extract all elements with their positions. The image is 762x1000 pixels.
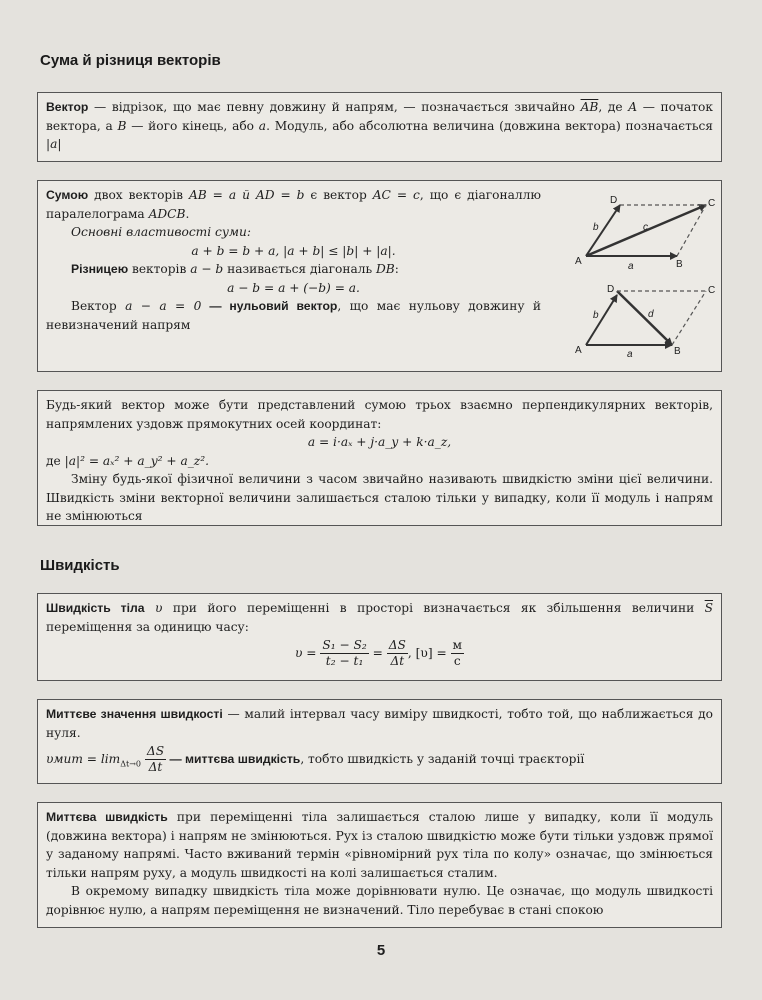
label-C: C — [708, 285, 716, 296]
vector-d-arrow — [617, 291, 672, 345]
label-D: D — [610, 195, 618, 206]
instant-speed-formula: $\upsilon мит = \lim_{\Delta t\to 0}$ $\frac{\Delta S}{\Delta t}$ — миттєва швидкість, тобто швидкість у заданій точці траєкторії — [46, 744, 585, 774]
sum-properties-formula: a + b = b + a, |a + b| ≤ |b| + |a|. — [191, 243, 396, 258]
speed-definition: Швидкість тіла υ при його переміщенні в просторі визначається як збільшення величини $\overline{S}$ переміщення за одиницю часу: — [46, 601, 714, 634]
instant-speed-definition: Миттєве значення швидкості — малий інтервал часу виміру швидкості, тобто той, що наближається до нуля. — [46, 707, 713, 740]
difference-definition: Різницею векторів a − b називається діагональ DB: — [71, 262, 399, 276]
label-C: C — [708, 198, 716, 209]
label-vec-a: a — [627, 349, 633, 360]
page-number: 5 — [376, 942, 386, 959]
instant-speed-box — [37, 699, 722, 784]
section-title-speed: Швидкість — [40, 557, 120, 574]
zero-vector-definition: Вектор a − a = 0 — нульовий вектор, що має нульову довжину й невизначений напрям — [46, 299, 542, 332]
coordinate-formula: a = i·aₓ + j·a_y + k·a_z, — [307, 435, 452, 449]
section-title-vectors: Сума й різниця векторів — [40, 52, 221, 69]
label-vec-b: b — [593, 222, 599, 233]
parallelogram-sum-diagram — [560, 188, 730, 270]
vector-definition: Вектор — відрізок, що має певну довжину й напрям, — позначається звичайно $\overline{AB}$, де A — початок вектора, а B — його кінець, або a. Модуль, або абсолютна величина (довжина вектора) позначається |a| — [46, 100, 714, 151]
coordinate-box — [37, 390, 722, 526]
label-vec-d: d — [648, 309, 654, 320]
vector-b-arrow — [586, 295, 617, 345]
dashed-side-bc — [672, 291, 706, 345]
instant-speed-note: Миттєва швидкість при переміщенні тіла залишається сталою лише у випадку, коли її модуль (довжина вектора) і напрям не змінюються. Рух із сталою швидкістю може бути тільки уздовж прямої у заданому напрямі. Часто вживаний термін «рівномірний рух тіла по колу» означає, що змінюється тільки напрям руху, а модуль швидкості на колі залишається сталим. — [46, 810, 713, 880]
label-A: A — [575, 256, 582, 267]
dashed-side-bc — [677, 205, 706, 256]
coordinate-text: Будь-який вектор може бути представлений сумою трьох взаємно перпендикулярних векторів, напрямлених уздовж прямокутних осей координат: — [46, 398, 713, 431]
label-vec-c: c — [643, 222, 648, 233]
speed-definition-box — [37, 593, 722, 681]
rest-state-note: В окремому випадку швидкість тіла може дорівнювати нулю. Це означає, що модуль швидкості дорівнює нулю, а напрям переміщення не визначений. Тіло перебуває в стані спокою — [46, 884, 713, 917]
rate-of-change-text: Зміну будь-якої фізичної величини з часом звичайно називають швидкістю зміни цієї величини. Швидкість зміни векторної величини залишається сталою тільки у випадку, коли її модуль і напрям не змінюються — [46, 472, 713, 523]
difference-formula: a − b = a + (−b) = a. — [227, 280, 360, 295]
instant-speed-note-box — [37, 802, 722, 928]
modulus-line: де |a|² = aₓ² + a_y² + a_z². — [46, 453, 209, 468]
speed-formula: υ = $\frac{\text{S₁ − S₂}}{\text{t₂ − t₁}}$ = $\frac{\Delta S}{\Delta t}$ , [υ] = $\frac{м}{с}$ — [294, 638, 463, 668]
label-A: A — [575, 345, 582, 356]
label-B: B — [674, 346, 681, 357]
sum-properties-label: Основні властивості суми: — [71, 225, 251, 239]
parallelogram-difference-diagram — [560, 280, 730, 362]
label-B: B — [676, 259, 683, 270]
label-vec-a: a — [628, 261, 634, 270]
definition-box-vector — [37, 92, 722, 162]
label-D: D — [607, 284, 615, 295]
sum-definition: Сумою двох векторів AB = a й AD = b є вектор AC = c, що є діагоналлю паралелограма ADCB. — [46, 188, 542, 221]
label-vec-b: b — [593, 310, 599, 321]
